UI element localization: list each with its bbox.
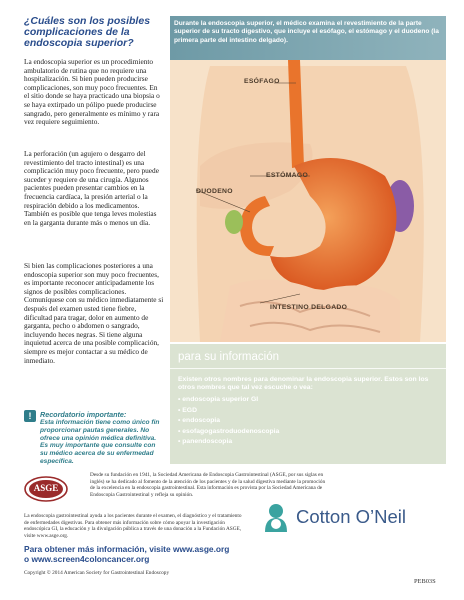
anatomy-illustration bbox=[170, 16, 446, 342]
reminder-box bbox=[24, 404, 174, 470]
cta-line-asge[interactable]: Para obtener más información, visite www.asge.org bbox=[24, 544, 230, 554]
foundation-text: La endoscopia gastrointestinal ayuda a los pacientes durante el examen, el diagnóstico y el tratamiento de enfermedades digestivas. Para obtener más información sobre cómo apoyar la investigación endoscópica GI, la educación y la divulgación pública a través de una donación a la Fundación ASGE, visite www.asge.org. bbox=[24, 513, 242, 539]
info-intro: Existen otros nombres para denominar la endoscopia superior. Estos son los otros nombres que tal vez escuche o vea: bbox=[178, 376, 429, 392]
cotton-oneil-logo bbox=[262, 500, 442, 536]
list-item: • endoscopia bbox=[178, 417, 221, 425]
list-item: • endoscopia superior GI bbox=[178, 396, 259, 403]
cotton-oneil-name: Cotton O’Neil bbox=[296, 506, 407, 527]
label-duodeno: DUODENO bbox=[196, 188, 233, 195]
cotton-oneil-mark-icon bbox=[262, 502, 292, 534]
asge-logo-text: ASGE bbox=[33, 483, 59, 493]
reminder-body: Esta información tiene como único fin proporcionar pautas generales. No ofrece una opinión médica definitiva. Es muy importante que consulte con su médico acerca de su enfermedad específica. bbox=[40, 419, 160, 465]
label-intestino: INTESTINO DELGADO bbox=[270, 304, 348, 311]
exclamation-icon: ! bbox=[24, 410, 36, 422]
reminder-title: Recordatorio importante: bbox=[40, 410, 127, 419]
list-item: • panendoscopia bbox=[178, 438, 233, 446]
list-item: • EGD bbox=[178, 406, 197, 414]
info-title: para su información bbox=[178, 351, 279, 363]
label-estomago: ESTÓMAGO bbox=[266, 172, 309, 179]
paragraph-signs: Si bien las complicaciones posteriores a una endoscopia superior son muy poco frecuentes, es importante reconocer anticipadamente los signos de posibles complicaciones. Comuníquese con su médico inmediatamente si después del examen usted tiene fiebre, dificultad para tragar, dolor en aumento de garganta, pecho o abdomen o sangrado, incluyendo heces negras. Si tiene alguna inquietud acerca de una posible complicación, siempre es mejor contactar a su médico de inmediato. bbox=[24, 261, 164, 365]
copyright: Copyright © 2014 American Society for Gastrointestinal Endoscopy bbox=[24, 570, 170, 576]
anatomy-drawing bbox=[170, 16, 446, 342]
page-title: ¿Cuáles son los posibles complicaciones de la endoscopia superior? bbox=[24, 15, 151, 49]
label-esofago: ESÓFAGO bbox=[244, 78, 280, 85]
paragraph-perforation: La perforación (un agujero o desgarro del revestimiento del tracto intestinal) es una complicación muy poco frecuente, pero puede suceder y requiere de una cirugía. Algunos pacientes pueden presentar cambios en la frecuencia cardíaca, la presión arterial o la respiración debido a los medicamentos. También es posible que tenga leves molestias en la garganta durante más o menos un día. bbox=[24, 149, 159, 227]
document-code: PEB03S bbox=[414, 578, 436, 585]
paragraph-procedure: La endoscopia superior es un procedimiento ambulatorio de rutina que no requiere una hospitalización. Si bien pueden producirse complicaciones, son muy poco frecuentes. En el sitio donde se haya practicado una biopsia o se haya extirpado un pólipo puede producirse sangrado, pero generalmente es mínimo y rara vez requiere seguimiento. bbox=[24, 57, 160, 127]
illustration-caption: Durante la endoscopia superior, el médico examina el revestimiento de la parte superior de su tracto digestivo, que incluye el esófago, el estómago y el duodeno (la primera parte del intestino delgado). bbox=[174, 20, 439, 44]
info-list bbox=[178, 395, 440, 448]
more-info-cta bbox=[24, 545, 324, 564]
gallbladder-shape bbox=[225, 210, 243, 234]
info-divider bbox=[170, 368, 446, 369]
asge-logo bbox=[24, 476, 68, 502]
list-item: • esofagogastroduodenoscopia bbox=[178, 427, 280, 435]
asge-description: Desde su fundación en 1941, la Sociedad Americana de Endoscopia Gastrointestinal (ASGE, por sus siglas en inglés) se ha dedicado al fomento de la atención de los pacientes y de la salud digestiva mediante la promoción de la excelencia en la endoscopia gastrointestinal. Esta información es provista por la Sociedad Americana de Endoscopia Gastrointestinal y refleja su opinión. bbox=[90, 472, 326, 498]
cta-line-screen[interactable]: o www.screen4coloncancer.org bbox=[24, 553, 150, 564]
